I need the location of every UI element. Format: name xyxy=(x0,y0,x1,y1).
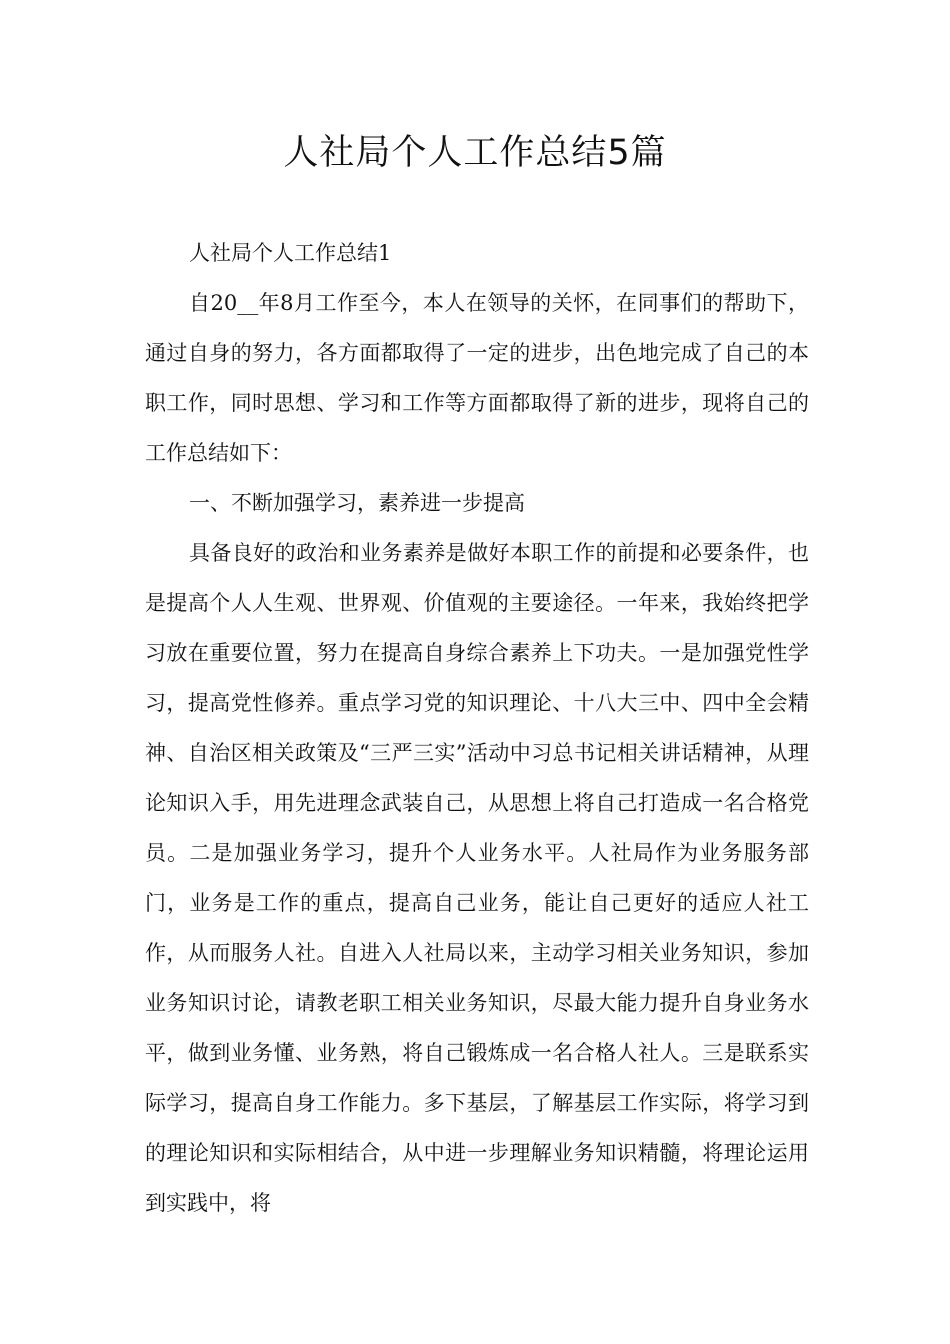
section-heading: 人社局个人工作总结1 xyxy=(189,241,392,265)
document-title: 人社局个人工作总结5篇 xyxy=(283,133,667,173)
body-paragraph: 具备良好的政治和业务素养是做好本职工作的前提和必要条件，也是提高个人人生观、世界观、价值观的主要途径。一年来，我始终把学习放在重要位置，努力在提高自身综合素养上下功夫。一是加强党性学习，提高党性修养。重点学习党的知识理论、十八大三中、四中全会精神、自治区相关政策及“三严三实”活动中习总书记相关讲话精神，从理论知识入手，用先进理念武装自己，从思想上将自己打造成一名合格党员。二是加强业务学习，提升个人业务水平。人社局作为业务服务部门，业务是工作的重点，提高自己业务，能让自己更好的适应人社工作，从而服务人社。自进入人社局以来，主动学习相关业务知识，参加业务知识讨论，请教老职工相关业务知识，尽最大能力提升自身业务水平，做到业务懂、业务熟，将自己锻炼成一名合格人社人。三是联系实际学习，提高自身工作能力。多下基层，了解基层工作实际，将学习到的理论知识和实际相结合，从中进一步理解业务知识精髓，将理论运用到实践中，将 xyxy=(145,541,809,1215)
subsection-heading: 一、不断加强学习，素养进一步提高 xyxy=(189,491,525,515)
body-paragraph: 自20__年8月工作至今，本人在领导的关怀，在同事们的帮助下，通过自身的努力，各方面都取得了一定的进步，出色地完成了自己的本职工作，同时思想、学习和工作等方面都取得了新的进步，现将自己的工作总结如下： xyxy=(145,291,809,465)
document-body xyxy=(145,228,809,1228)
